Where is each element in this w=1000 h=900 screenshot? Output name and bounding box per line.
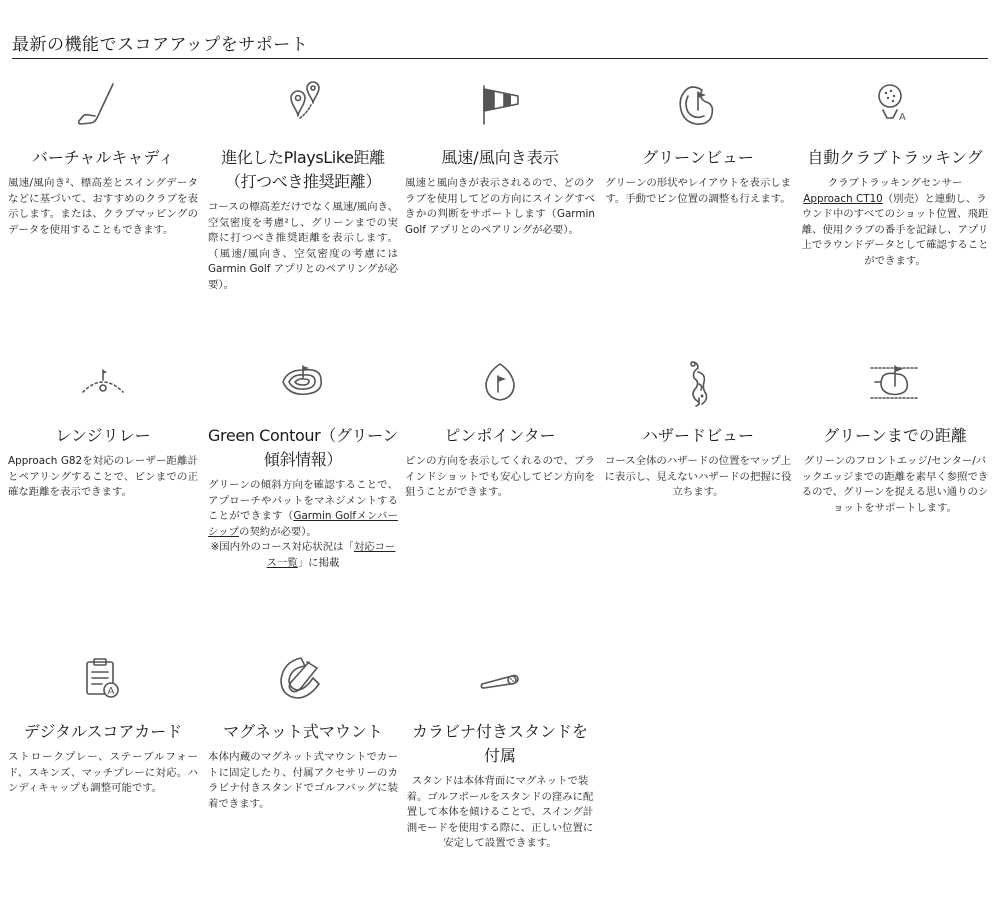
feature-title: 進化したPlaysLike距離（打つべき推奨距離） — [221, 148, 385, 191]
feature-description: 風速/風向き²、標高差とスイングデータなどに基づいて、おすすめのクラブを表示します。または、クラブマッピングのデータを使用することもできます。 — [8, 177, 198, 236]
feature-hazard-view — [603, 358, 793, 501]
green-distance-icon — [865, 358, 925, 418]
feature-title: レンジリレー — [55, 426, 151, 445]
description-text: グリーンの傾斜方向を確認することで、アプローチやパットをマネジメントすることができます（ — [208, 479, 398, 522]
note-text: 」に掲載 — [297, 556, 340, 569]
feature-virtual-caddie — [8, 80, 198, 238]
feature-title: デジタルスコアカード — [23, 722, 183, 741]
feature-title: 風速/風向き表示 — [441, 148, 559, 167]
feature-description: コースの標高差だけでなく風速/風向き、空気密度を考慮²し、グリーンまでの実際に打つべき推奨距離を表示します。（風速/風向き、空気密度の考慮にはGarmin Golf アプリとのペアリングが必要）。 — [208, 201, 398, 291]
feature-description — [208, 478, 398, 540]
green-view-icon — [668, 80, 728, 140]
course-list-link[interactable]: 対応コース一覧 — [266, 541, 396, 569]
magnet-icon — [273, 654, 333, 714]
scorecard-icon — [73, 654, 133, 714]
feature-title: マグネット式マウント — [223, 722, 383, 741]
feature-note — [208, 540, 398, 571]
feature-title: Green Contour（グリーン傾斜情報） — [208, 426, 398, 469]
pin-pointer-icon — [470, 358, 530, 418]
feature-range-relay — [8, 358, 198, 501]
note-text: ※国内外のコース対応状況は「 — [210, 541, 354, 553]
feature-digital-scorecard — [8, 654, 198, 797]
feature-wind-display — [405, 80, 595, 238]
feature-title: ハザードビュー — [641, 426, 754, 445]
feature-description — [800, 176, 990, 269]
windsock-icon — [470, 80, 530, 140]
approach-ct10-link[interactable]: Approach CT10 — [803, 192, 883, 205]
feature-description: グリーンのフロントエッジ/センター/バックエッジまでの距離を素早く参照できるので、グリーンを捉える思い通りのショットをサポートします。 — [801, 455, 989, 514]
feature-auto-club-tracking — [800, 80, 990, 269]
description-text: クラブトラッキングセンサー — [827, 177, 963, 189]
feature-title: グリーンまでの距離 — [823, 426, 967, 445]
section-heading-text: 最新の機能でスコアアップをサポート — [12, 35, 309, 55]
svg-text:A: A — [899, 112, 906, 123]
feature-title: ピンポインター — [444, 426, 556, 445]
feature-title: カラビナ付きスタンドを付属 — [411, 722, 588, 765]
feature-description: グリーンの形状やレイアウトを表示します。手動でピン位置の調整も行えます。 — [605, 177, 791, 205]
feature-title: グリーンビュー — [642, 148, 754, 167]
stand-icon — [470, 654, 530, 714]
feature-description: ピンの方向を表示してくれるので、ブラインドショットでも安心してピン方向を狙うことができます。 — [405, 455, 595, 498]
feature-title: バーチャルキャディ — [31, 148, 175, 167]
hazard-view-icon — [668, 358, 728, 418]
feature-magnetic-mount — [208, 654, 398, 812]
feature-description: スタンドは本体背面にマグネットで装着。ゴルフボールをスタンドの窪みに配置して本体を傾けることで、スイング計測モードを使用する際に、正しい位置に安定して設置できます。 — [406, 775, 594, 849]
map-pins-icon — [273, 80, 333, 140]
feature-distance-to-green — [800, 358, 990, 516]
range-relay-icon — [73, 358, 133, 418]
feature-title: 自動クラブトラッキング — [807, 148, 983, 167]
feature-pin-pointer — [405, 358, 595, 501]
golf-club-icon — [73, 80, 133, 140]
feature-description: コース全体のハザードの位置をマップ上に表示し、見えないハザードの把握に役立ちます。 — [604, 455, 792, 498]
section-heading — [12, 34, 988, 59]
description-text: の契約が必要）。 — [238, 525, 317, 538]
feature-green-view — [603, 80, 793, 207]
golf-ball-tracking-icon — [865, 80, 925, 140]
feature-description: ストロークプレー、ステーブルフォード、スキンズ、マッチプレーに対応。ハンディキャップも調整可能です。 — [8, 751, 198, 794]
feature-description: 風速と風向きが表示されるので、どのクラブを使用してどの方向にスイングすべきかの判断をサポートします（Garmin Golf アプリとのペアリングが必要）。 — [405, 177, 595, 236]
feature-carabiner-stand — [405, 654, 595, 852]
feature-playslike-distance — [208, 80, 398, 293]
feature-green-contour — [208, 358, 398, 571]
green-contour-icon — [273, 358, 333, 418]
feature-description: 本体内蔵のマグネット式マウントでカートに固定したり、付属アクセサリーのカラビナ付きスタンドでゴルフバッグに装着できます。 — [208, 751, 398, 810]
feature-description: Approach G82を対応のレーザー距離計とペアリングすることで、ピンまでの正確な距離を表示できます。 — [8, 455, 198, 498]
description-text: （別売）と連動し、ラウンド中のすべてのショット位置、飛距離、使用クラブの番手を記録し、アプリ上でラウンドデータとして確認することができます。 — [801, 192, 989, 267]
garmin-golf-membership-link[interactable]: Garmin Golfメンバーシップ — [208, 510, 398, 538]
svg-text:A: A — [107, 686, 115, 697]
